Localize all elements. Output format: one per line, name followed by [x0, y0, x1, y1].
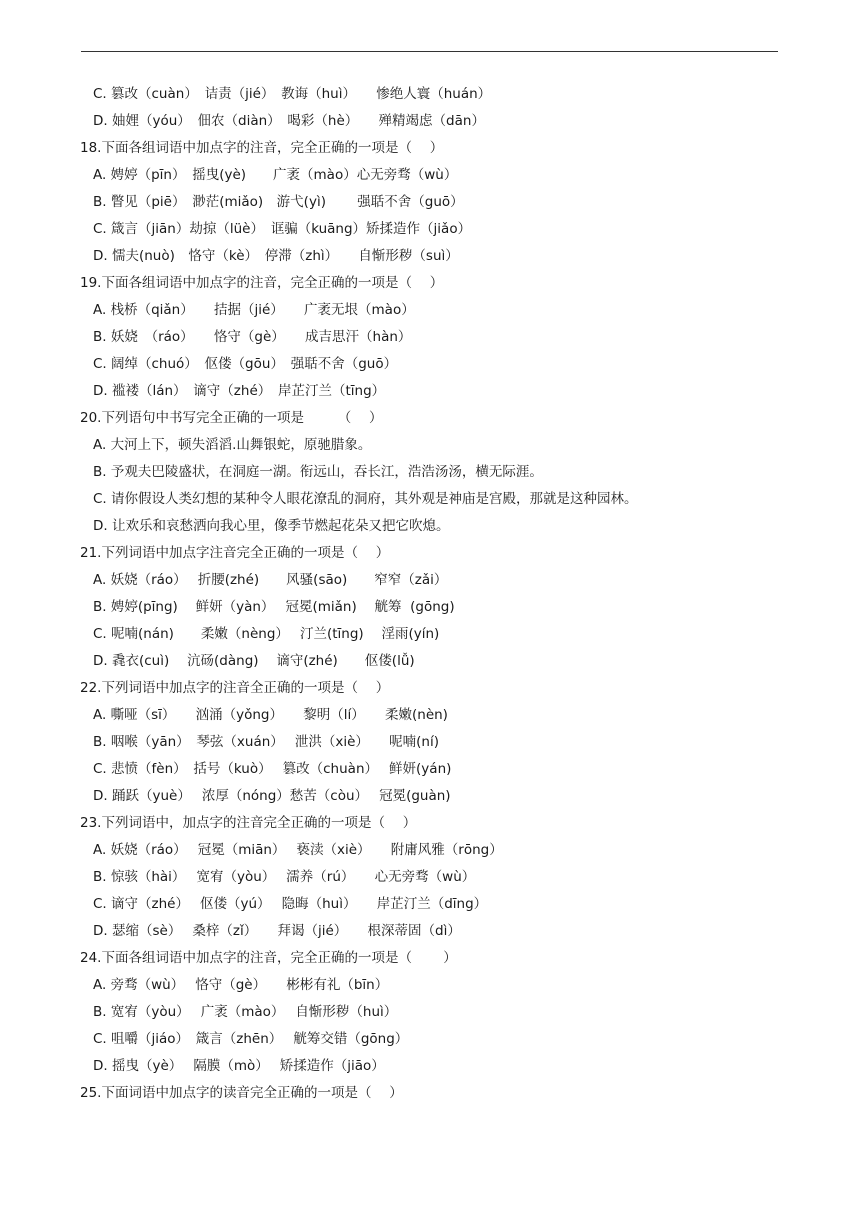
answer-option: C. 阔绰（chuó） 伛偻（gōu） 强聒不舍（guō）: [93, 356, 398, 372]
answer-option: D. 让欢乐和哀愁洒向我心里，像季节燃起花朵又把它吹熄。: [93, 518, 450, 534]
answer-option: C. 谪守（zhé） 伛偻（yú） 隐晦（huì） 岸芷汀兰（dīng）: [93, 896, 488, 912]
answer-option: B. 瞥见（piē） 渺茫(miǎo) 游弋(yì) 强聒不舍（guō）: [93, 194, 464, 210]
question-stem: 22.下列词语中加点字的注音全正确的一项是（ ）: [80, 680, 390, 696]
answer-option: B. 予观夫巴陵盛状，在洞庭一湖。衔远山，吞长江，浩浩汤汤，横无际涯。: [93, 464, 543, 480]
question-stem: 23.下列词语中，加点字的注音完全正确的一项是（ ）: [80, 815, 417, 831]
answer-option: A. 嘶哑（sī） 汹涌（yǒng） 黎明（lí） 柔嫩(nèn): [93, 707, 448, 723]
answer-option: D. 摇曳（yè） 隔膜（mò） 矫揉造作（jiāo）: [93, 1058, 385, 1074]
answer-option: B. 妖娆 （ráo） 恪守（gè） 成吉思汗（hàn）: [93, 329, 412, 345]
answer-option: C. 篡改（cuàn） 诘责（jié） 教诲（huì） 惨绝人寰（huán）: [93, 86, 492, 102]
answer-option: B. 娉婷(pīng) 鲜妍（yàn） 冠冕(miǎn) 觥筹 (gōng): [93, 599, 455, 615]
header-rule: [81, 51, 778, 52]
answer-option: D. 妯娌（yóu） 佃农（diàn） 喝彩（hè） 殚精竭虑（dān）: [93, 113, 485, 129]
question-stem: 20.下列语句中书写完全正确的一项是 （ ）: [80, 410, 383, 426]
answer-option: B. 咽喉（yān） 琴弦（xuán） 泄洪（xiè） 呢喃(ní): [93, 734, 439, 750]
answer-option: C. 咀嚼（jiáo） 箴言（zhēn） 觥筹交错（gōng）: [93, 1031, 409, 1047]
answer-option: B. 宽宥（yòu） 广袤（mào） 自惭形秽（huì）: [93, 1004, 398, 1020]
answer-option: D. 懦夫(nuò) 恪守（kè） 停滞（zhì） 自惭形秽（suì）: [93, 248, 459, 264]
answer-option: A. 娉婷（pīn） 摇曳(yè) 广袤（mào）心无旁骛（wù）: [93, 167, 458, 183]
answer-option: C. 悲愤（fèn） 括号（kuò） 篡改（chuàn） 鲜妍(yán): [93, 761, 452, 777]
question-stem: 21.下列词语中加点字注音完全正确的一项是（ ）: [80, 545, 390, 561]
answer-option: A. 旁骛（wù） 恪守（gè） 彬彬有礼（bīn）: [93, 977, 389, 993]
answer-option: B. 惊骇（hài） 宽宥（yòu） 濡养（rú） 心无旁骛（wù）: [93, 869, 476, 885]
answer-option: C. 箴言（jiān）劫掠（lüè） 诓骗（kuāng）矫揉造作（jiǎo）: [93, 221, 472, 237]
answer-option: C. 呢喃(nán) 柔嫩（nèng） 汀兰(tīng) 淫雨(yín): [93, 626, 440, 642]
answer-option: C. 请你假设人类幻想的某种令人眼花潦乱的洞府，其外观是神庙是宫殿，那就是这种园林。: [93, 491, 638, 507]
question-stem: 25.下面词语中加点字的读音完全正确的一项是（ ）: [80, 1085, 403, 1101]
answer-option: D. 褴褛（lán） 谪守（zhé） 岸芷汀兰（tīng）: [93, 383, 386, 399]
answer-option: A. 栈桥（qiǎn） 拮据（jié） 广袤无垠（mào）: [93, 302, 415, 318]
answer-option: A. 妖娆（ráo） 折腰(zhé) 风骚(sāo) 窄窄（zǎi）: [93, 572, 448, 588]
answer-option: A. 大河上下，顿失滔滔.山舞银蛇，原驰腊象。: [93, 437, 372, 453]
answer-option: D. 踊跃（yuè） 浓厚（nóng）愁苦（còu） 冠冕(guàn): [93, 788, 451, 804]
answer-option: D. 瑟缩（sè） 桑梓（zǐ） 拜谒（jié） 根深蒂固（dì）: [93, 923, 461, 939]
question-stem: 18.下面各组词语中加点字的注音，完全正确的一项是（ ）: [80, 140, 444, 156]
exam-content: [80, 81, 780, 1107]
answer-option: D. 毳衣(cuì) 沆砀(dàng) 谪守(zhé) 伛偻(lǚ): [93, 653, 415, 669]
answer-option: A. 妖娆（ráo） 冠冕（miān） 亵渎（xiè） 附庸风雅（rōng）: [93, 842, 503, 858]
question-stem: 19.下面各组词语中加点字的注音，完全正确的一项是（ ）: [80, 275, 444, 291]
question-stem: 24.下面各组词语中加点字的注音，完全正确的一项是（ ）: [80, 950, 457, 966]
